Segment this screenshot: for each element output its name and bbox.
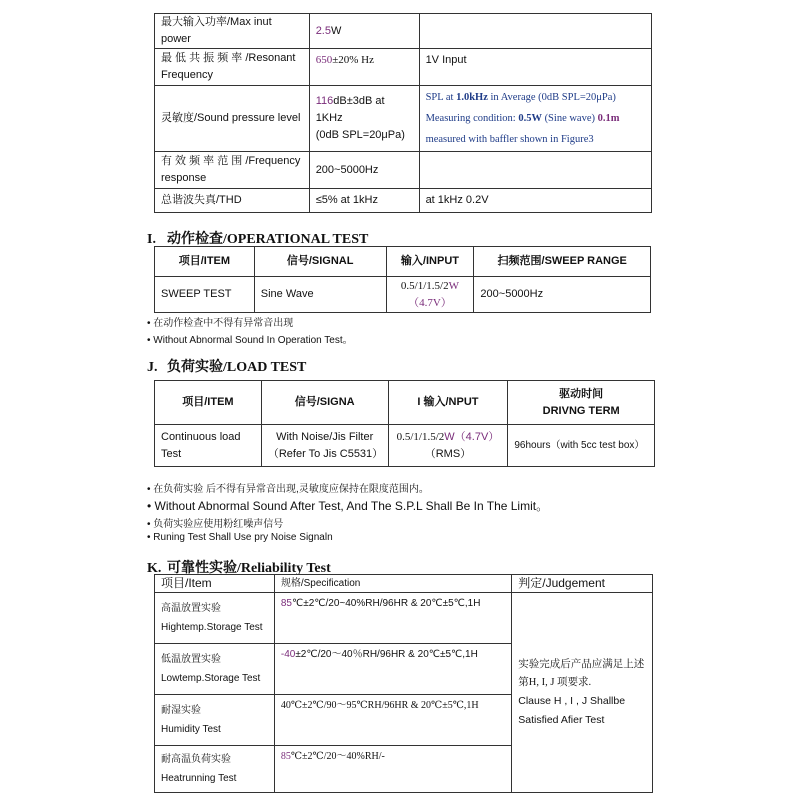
col-header: 项目/ITEM [155, 381, 262, 425]
cell-spec: 40℃±2℃/90～95℃RH/96HR & 20℃±5℃,1H [274, 695, 511, 746]
cell-item: 高温放置实验 Hightemp.Storage Test [155, 593, 275, 644]
note-text: • Without Abnormal Sound In Operation Test。 [147, 335, 353, 346]
col-header: 信号/SIGNA [261, 381, 388, 425]
table-header-row [155, 381, 655, 425]
spec-label: 灵敏度/Sound pressure level [155, 86, 310, 152]
spec-extra: 1V Input [419, 49, 651, 86]
note-text: • 负荷实验应使用粉红噪声信号 [147, 519, 284, 530]
note-text: • Runing Test Shall Use pry Noise Signaln [147, 532, 333, 543]
col-header: 规格/Specification [274, 575, 511, 593]
spec-note: SPL at 1.0kHz in Average (0dB SPL=20μPa) Measuring condition: 0.5W (Sine wave) 0.1m measured with baffler shown in Figure3 [419, 86, 651, 152]
spec-value: 200~5000Hz [309, 152, 419, 189]
cell-item: 耐高温负荷实验 Heatrunning Test [155, 746, 275, 793]
spec-label: 有 效 频 率 范 围 /Frequency response [155, 152, 310, 189]
cell-signal: With Noise/Jis Filter （Refer To Jis C5531） [261, 425, 388, 467]
cell-input: 0.5/1/1.5/2W （4.7V） [386, 277, 474, 313]
table-row [155, 86, 652, 152]
reliability-test-table [154, 574, 653, 793]
load-test-table [154, 380, 655, 467]
table-row [155, 49, 652, 86]
cell-item: Continuous load Test [155, 425, 262, 467]
section-i-heading: I. 动作检查/OPERATIONAL TEST [147, 232, 369, 247]
cell-spec: 85℃±2℃/20～40%RH/- [274, 746, 511, 793]
note-text: • 在负荷实验 后不得有异常音出现,灵敏度应保持在限度范围内。 [147, 484, 429, 495]
spec-extra [419, 14, 651, 49]
col-header: 扫频范围/SWEEP RANGE [474, 247, 651, 277]
spec-value: 116dB±3dB at 1KHz (0dB SPL=20μPa) [309, 86, 419, 152]
operational-test-table [154, 246, 651, 313]
cell-input: 0.5/1/1.5/2W（4.7V） （RMS） [388, 425, 508, 467]
col-header: 项目/Item [155, 575, 275, 593]
spec-value: 650±20% Hz [309, 49, 419, 86]
col-header: 判定/Judgement [512, 575, 653, 593]
table-row [155, 189, 652, 213]
cell-item: 低温放置实验 Lowtemp.Storage Test [155, 644, 275, 695]
table-header-row [155, 575, 653, 593]
note-text: • Without Abnormal Sound After Test, And The S.P.L Shall Be In The Limit。 [147, 499, 549, 513]
cell-item: SWEEP TEST [155, 277, 255, 313]
spec-table [154, 13, 652, 213]
cell-term: 96hours（with 5cc test box） [508, 425, 655, 467]
table-row [155, 277, 651, 313]
col-header: I 输入/NPUT [388, 381, 508, 425]
cell-range: 200~5000Hz [474, 277, 651, 313]
spec-extra: at 1kHz 0.2V [419, 189, 651, 213]
cell-judgement: 实验完成后产品应满足上述 第H, I, J 项要求. Clause H , I , J Shallbe Satisfied Afier Test [512, 593, 653, 793]
note-text: • 在动作检查中不得有异常音出现 [147, 318, 294, 329]
spec-label: 最 低 共 振 频 率 /Resonant Frequency [155, 49, 310, 86]
spec-label: 总谐波失真/THD [155, 189, 310, 213]
cell-item: 耐湿实验 Humidity Test [155, 695, 275, 746]
col-header: 项目/ITEM [155, 247, 255, 277]
section-j-heading: J. 负荷实验/LOAD TEST [147, 360, 307, 375]
table-row [155, 593, 653, 644]
spec-extra [419, 152, 651, 189]
col-header: 驱动时间 DRIVNG TERM [508, 381, 655, 425]
spec-value: ≤5% at 1kHz [309, 189, 419, 213]
cell-spec: -40±2℃/20～40％RH/96HR & 20℃±5℃,1H [274, 644, 511, 695]
col-header: 信号/SIGNAL [254, 247, 386, 277]
spec-value: 2.5W [309, 14, 419, 49]
table-row [155, 425, 655, 467]
cell-signal: Sine Wave [254, 277, 386, 313]
table-row [155, 152, 652, 189]
section-k-heading: K. 可靠性实验/Reliability Test [147, 561, 331, 576]
table-row [155, 14, 652, 49]
cell-spec: 85℃±2℃/20~40%RH/96HR & 20℃±5℃,1H [274, 593, 511, 644]
spec-label: 最大输入功率/Max inut power [155, 14, 310, 49]
col-header: 输入/INPUT [386, 247, 474, 277]
table-header-row [155, 247, 651, 277]
